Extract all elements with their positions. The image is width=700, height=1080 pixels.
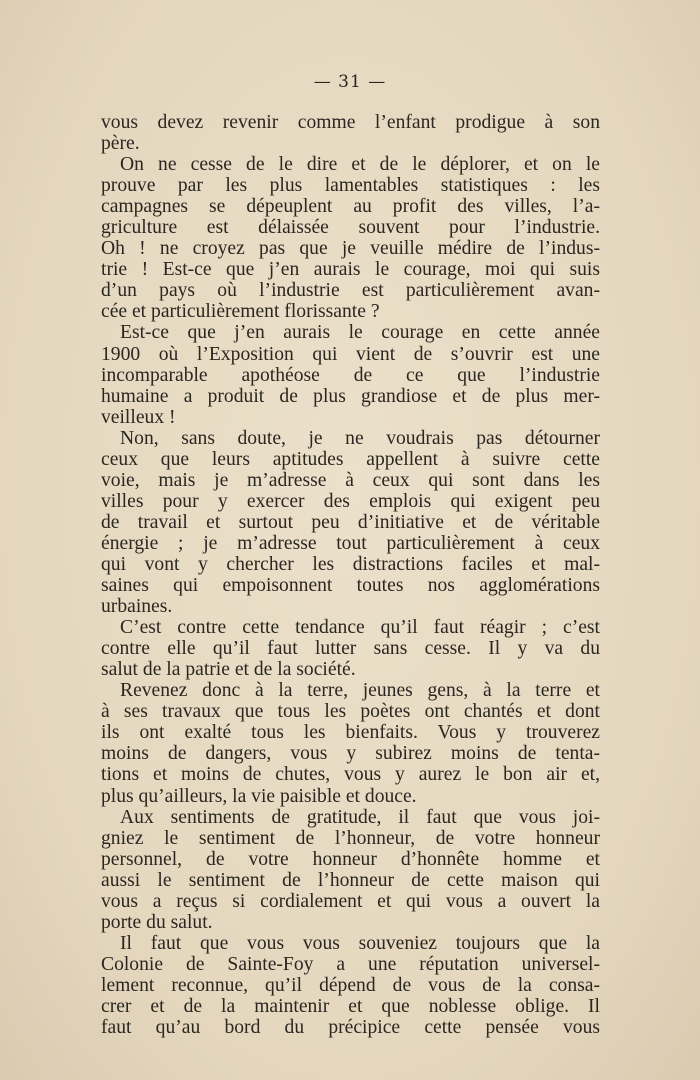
text-line: ils ont exalté tous les bienfaits. Vous y trouverez: [101, 722, 600, 744]
text-line: qui vont y chercher les distractions faciles et mal-: [101, 553, 600, 575]
text-line: énergie ; je m’adresse tout particulièrement à ceux: [101, 532, 600, 554]
text-line: Il faut que vous vous souveniez toujours que la: [120, 932, 600, 954]
text-line: incomparable apothéose de ce que l’industrie: [101, 364, 600, 386]
text-line: campagnes se dépeuplent au profit des villes, l’a-: [101, 196, 600, 218]
text-line: On ne cesse de le dire et de le déplorer, et on le: [120, 154, 600, 176]
text-line: 1900 où l’Exposition qui vient de s’ouvrir est une: [101, 343, 600, 365]
text-line: plus qu’ailleurs, la vie paisible et douce.: [101, 785, 417, 807]
text-line: lement reconnue, qu’il dépend de vous de la consa-: [101, 974, 600, 996]
text-line: vous devez revenir comme l’enfant prodigue à son: [101, 112, 600, 133]
text-line: père.: [101, 133, 140, 155]
paragraph: [101, 680, 600, 806]
text-line: d’un pays où l’industrie est particulièrement avan-: [101, 280, 600, 302]
paragraph: [101, 154, 600, 322]
text-line: Aux sentiments de gratitude, il faut que vous joi-: [120, 806, 600, 828]
text-line: de travail et surtout peu d’initiative et de véritable: [101, 511, 600, 533]
paragraph: [101, 617, 600, 680]
paragraph: [101, 933, 600, 1038]
paragraph: [101, 112, 600, 154]
text-line: Revenez donc à la terre, jeunes gens, à la terre et: [120, 680, 600, 702]
text-line: vous a reçus si cordialement et qui vous a ouvert la: [101, 890, 600, 912]
text-line: faut qu’au bord du précipice cette pensée vous: [101, 1017, 600, 1039]
text-line: à ses travaux que tous les poètes ont chantés et dont: [101, 701, 600, 723]
text-line: voie, mais je m’adresse à ceux qui sont dans les: [101, 469, 600, 491]
text-line: gniez le sentiment de l’honneur, de votre honneur: [101, 827, 600, 849]
paragraph: [101, 807, 600, 933]
text-line: aussi le sentiment de l’honneur de cette maison qui: [101, 869, 600, 891]
text-line: ceux que leurs aptitudes appellent à suivre cette: [101, 448, 600, 470]
text-line: Oh ! ne croyez pas que je veuille médire de l’indus-: [101, 238, 600, 260]
text-line: tions et moins de chutes, vous y aurez le bon air et,: [101, 764, 600, 786]
text-line: griculture est délaissée souvent pour l’industrie.: [101, 217, 600, 239]
text-line: contre elle qu’il faut lutter sans cesse. Il y va du: [101, 638, 600, 660]
text-line: urbaines.: [101, 596, 173, 618]
text-line: salut de la patrie et de la société.: [101, 659, 356, 681]
text-line: Colonie de Sainte-Foy a une réputation universel-: [101, 953, 600, 975]
text-line: prouve par les plus lamentables statistiques : les: [101, 175, 600, 197]
body-text: [101, 112, 600, 1038]
paragraph: [101, 322, 600, 427]
page-number: — 31 —: [313, 72, 387, 92]
text-line: villes pour y exercer des emplois qui exigent peu: [101, 490, 600, 512]
text-line: trie ! Est-ce que j’en aurais le courage, moi qui suis: [101, 259, 600, 281]
text-line: personnel, de votre honneur d’honnête homme et: [101, 848, 600, 870]
text-line: cée et particulièrement florissante ?: [101, 301, 380, 323]
paragraph: [101, 428, 600, 617]
text-line: saines qui empoisonnent toutes nos agglomérations: [101, 575, 600, 597]
text-line: moins de dangers, vous y subirez moins de tenta-: [101, 743, 600, 765]
text-line: Non, sans doute, je ne voudrais pas détourner: [120, 427, 600, 449]
text-line: humaine a produit de plus grandiose et de plus mer-: [101, 385, 600, 407]
text-line: C’est contre cette tendance qu’il faut réagir ; c’est: [120, 617, 600, 639]
text-line: Est-ce que j’en aurais le courage en cette année: [120, 322, 600, 344]
text-line: porte du salut.: [101, 911, 213, 933]
text-line: veilleux !: [101, 406, 176, 428]
text-line: crer et de la maintenir et que noblesse oblige. Il: [101, 995, 600, 1017]
